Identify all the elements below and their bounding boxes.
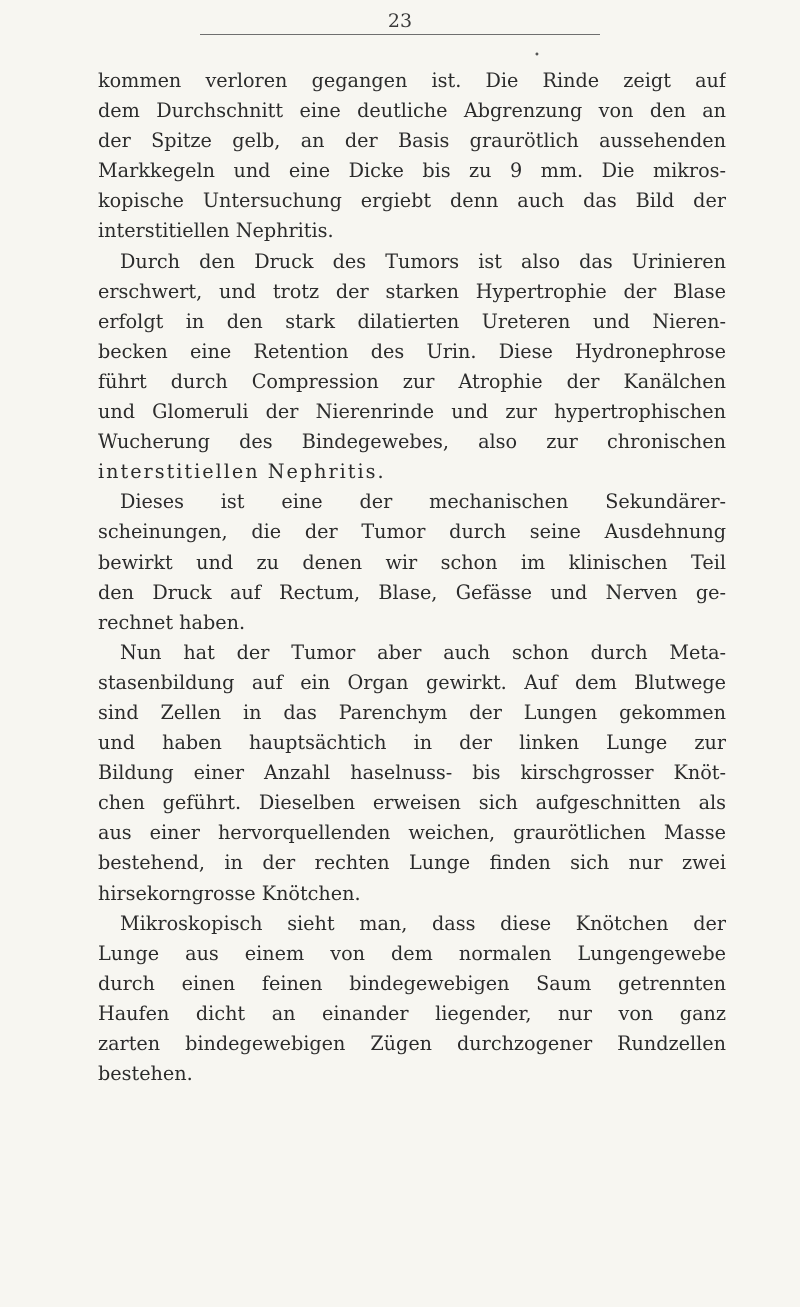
text-line: und Glomeruli der Nierenrinde und zur hypertrophischen <box>98 400 726 424</box>
text-line: erfolgt in den stark dilatierten Ureteren und Nieren- <box>98 309 726 333</box>
text-line: bewirkt und zu denen wir schon im klinischen Teil <box>98 550 726 574</box>
text-line: durch einen feinen bindegewebigen Saum getrennten <box>98 971 726 995</box>
text-line: bestehen. <box>98 1062 193 1086</box>
body-text <box>98 66 726 1089</box>
text-line: scheinungen, die der Tumor durch seine Ausdehnung <box>98 520 726 544</box>
text-line: Wucherung des Bindegewebes, also zur chronischen <box>98 430 726 454</box>
text-line: dem Durchschnitt eine deutliche Abgrenzung von den an <box>98 99 726 123</box>
text-line: Durch den Druck des Tumors ist also das Urinieren <box>120 249 726 273</box>
text-line: interstitiellen Nephritis. <box>98 460 386 484</box>
header-rule <box>200 34 600 35</box>
text-line: erschwert, und trotz der starken Hypertrophie der Blase <box>98 279 726 303</box>
text-line: hirsekorngrosse Knötchen. <box>98 881 361 905</box>
page-number: 23 <box>387 10 413 32</box>
text-line: Mikroskopisch sieht man, dass diese Knötchen der <box>120 911 726 935</box>
text-line: Haufen dicht an einander liegender, nur von ganz <box>98 1001 726 1025</box>
text-line: Lunge aus einem von dem normalen Lungengewebe <box>98 941 726 965</box>
text-line: interstitiellen Nephritis. <box>98 219 334 243</box>
text-line: und haben hauptsächtich in der linken Lunge zur <box>98 731 726 755</box>
text-line: den Druck auf Rectum, Blase, Gefässe und Nerven ge- <box>98 580 726 604</box>
text-line: Bildung einer Anzahl haselnuss- bis kirschgrosser Knöt- <box>98 761 726 785</box>
text-line: chen geführt. Dieselben erweisen sich aufgeschnitten als <box>98 791 726 815</box>
text-line: aus einer hervorquellenden weichen, graurötlichen Masse <box>98 821 726 845</box>
text-line: Markkegeln und eine Dicke bis zu 9 mm. Die mikros- <box>98 159 726 183</box>
text-line: führt durch Compression zur Atrophie der Kanälchen <box>98 369 726 393</box>
text-line: Nun hat der Tumor aber auch schon durch Meta- <box>120 640 726 664</box>
text-line: kopische Untersuchung ergiebt denn auch das Bild der <box>98 189 726 213</box>
text-line: bestehend, in der rechten Lunge finden sich nur zwei <box>98 851 726 875</box>
text-line: der Spitze gelb, an der Basis graurötlich aussehenden <box>98 129 726 153</box>
text-line: becken eine Retention des Urin. Diese Hydronephrose <box>98 339 726 363</box>
text-line: Dieses ist eine der mechanischen Sekundärer- <box>120 490 726 514</box>
text-line: stasenbildung auf ein Organ gewirkt. Auf dem Blutwege <box>98 670 726 694</box>
printer-mark: • <box>534 50 540 61</box>
text-line: sind Zellen in das Parenchym der Lungen gekommen <box>98 700 726 724</box>
text-line: rechnet haben. <box>98 610 246 634</box>
text-line: kommen verloren gegangen ist. Die Rinde zeigt auf <box>98 69 726 92</box>
text-line: zarten bindegewebigen Zügen durchzogener Rundzellen <box>98 1032 726 1055</box>
